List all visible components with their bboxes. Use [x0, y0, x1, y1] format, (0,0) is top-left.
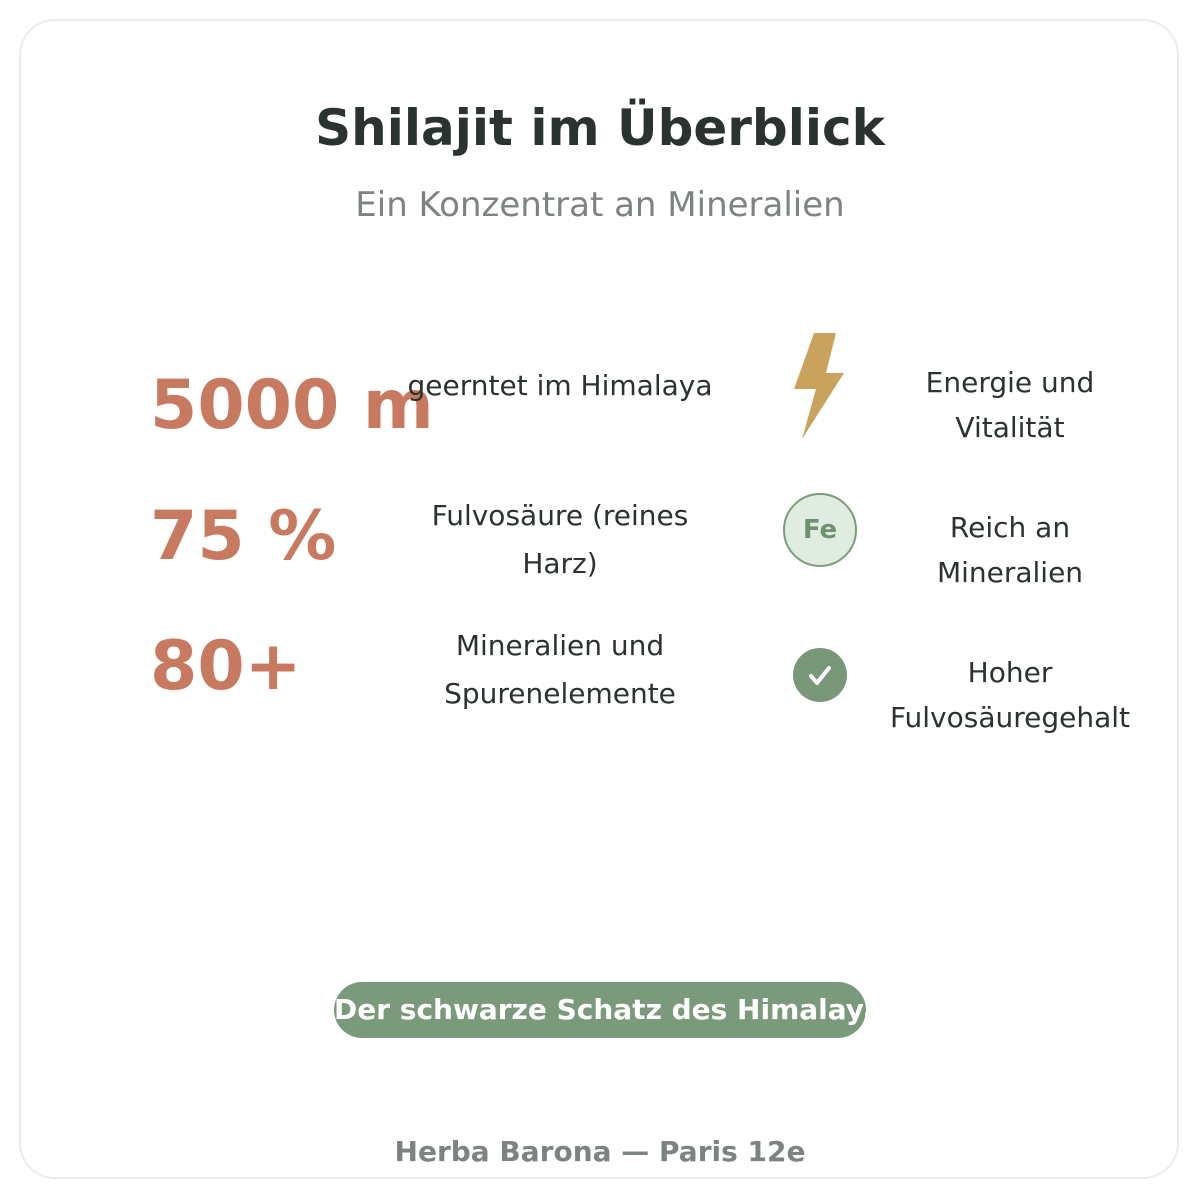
iron-element-icon [781, 491, 859, 569]
stat-value-fulvic: 75 % [150, 497, 337, 576]
stat-label-minerals: Mineralien und Spurenelemente [444, 629, 676, 710]
stat-label-altitude: geerntet im Himalaya [407, 369, 713, 402]
checkmark-icon [793, 648, 847, 702]
checkmark-badge [793, 648, 847, 702]
iron-element-badge: Fe [783, 493, 857, 567]
page-title: Shilajit im Überblick [315, 99, 885, 157]
footer-brand: Herba Barona — Paris 12e [394, 1135, 806, 1168]
tagline-badge: Der schwarze Schatz des Himalaya [334, 982, 866, 1038]
benefit-label-energy: Energie und Vitalität [925, 366, 1095, 444]
benefit-label-fulvic: Hoher Fulvosäuregehalt [889, 656, 1131, 734]
stat-label-fulvic: Fulvosäure (reines Harz) [431, 499, 689, 580]
stat-value-minerals: 80+ [150, 627, 302, 706]
benefit-label-minerals: Reich an Mineralien [936, 511, 1084, 589]
page-subtitle: Ein Konzentrat an Mineralien [355, 185, 845, 225]
lightning-bolt-icon [790, 330, 850, 442]
stat-value-altitude: 5000 m [150, 366, 434, 445]
